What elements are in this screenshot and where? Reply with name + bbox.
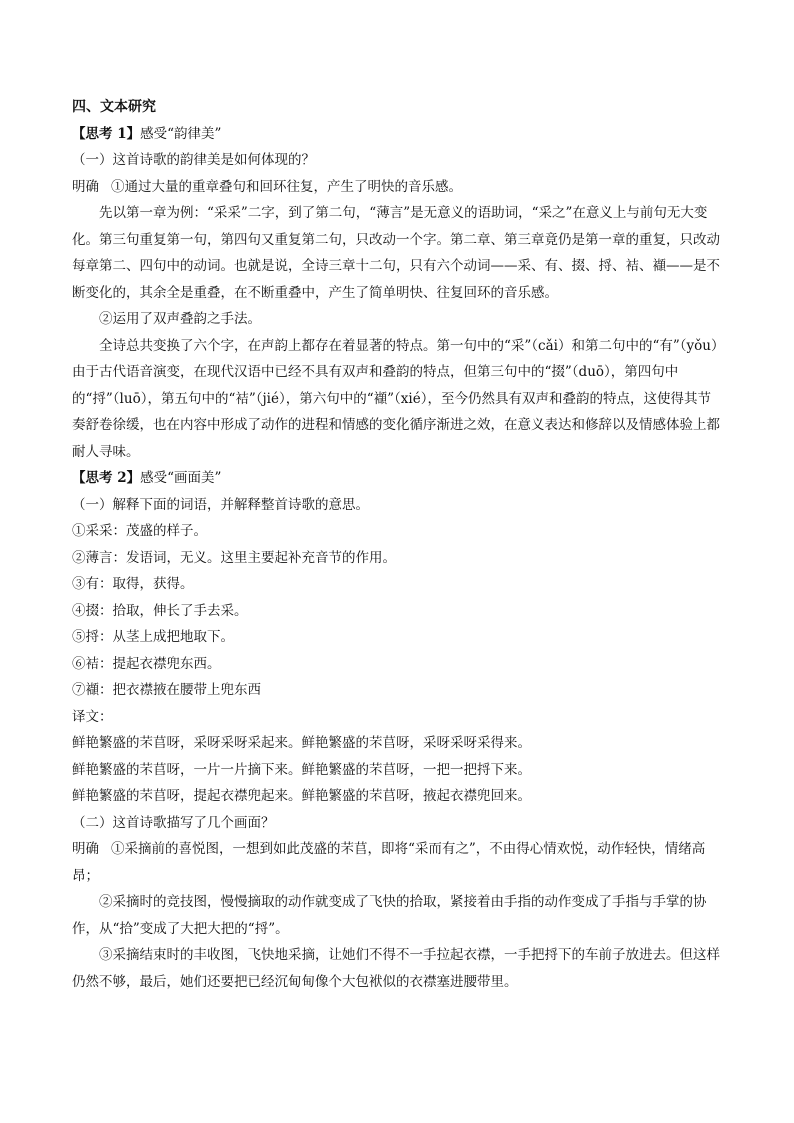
- think1-answer-2: ②运用了双声叠韵之手法。: [99, 311, 261, 327]
- section-title: 四、文本研究: [72, 99, 156, 115]
- think2-question-1: （一）解释下面的词语，并解释整首诗歌的意思。: [72, 496, 369, 513]
- document-body: [72, 94, 722, 995]
- think2-scene-2: ②采摘时的竞技图，慢慢摘取的动作就变成了飞快的拾取，紧接着由手指的动作变成了手指与手掌的协作，从“拾”变成了大把大把的“捋”。: [72, 894, 707, 937]
- think2-scene-3: ③采摘结束时的丰收图，飞快地采摘，让她们不得不一手拉起衣襟，一手把捋下的车前子放进去。但这样仍然不够，最后，她们还要把已经沉甸甸像个大包袱似的衣襟塞进腰带里。: [72, 947, 720, 990]
- translation-line: 鲜艳繁盛的芣苢呀，采呀采呀采起来。鲜艳繁盛的芣苢呀，采呀采呀采得来。: [72, 735, 531, 751]
- think1-heading: [72, 121, 722, 148]
- answer-label: 明确: [72, 178, 99, 195]
- glossary-item: ⑦襭：把衣襟掖在腰带上兜东西: [72, 682, 261, 698]
- glossary-item: ⑥袺：提起衣襟兜东西。: [72, 655, 221, 672]
- glossary-item: ①采采：茂盛的样子。: [72, 523, 207, 539]
- translation-label: 译文：: [72, 708, 113, 725]
- think2-question-2: （二）这首诗歌描写了几个画面？: [72, 814, 275, 831]
- think1-paragraph-2: 全诗总共变换了六个字，在声韵上都存在着显著的特点。第一句中的“采”（cǎi）和第二句中的“有”（yǒu）由于古代语音演变，在现代汉语中已经不具有双声和叠韵的特点，但第三句中的“掇”（duō），第四句中的“捋”（luō），第五句中的“袺”（jié），第六句中的“襭”（xié），至今仍然具有双声和叠韵的特点，这使得其节奏舒卷徐缓，也在内容中形成了动作的进程和情感的变化循序渐进之效，在意义表达和修辞以及情感体验上都耐人寻味。: [72, 337, 720, 460]
- glossary-item: ②薄言：发语词，无义。这里主要起补充音节的作用。: [72, 549, 396, 566]
- think2-title: 感受“画面美”: [140, 470, 222, 486]
- think1-tag: 【思考 1】: [72, 125, 141, 142]
- scene-text-1: ①采摘前的喜悦图，一想到如此茂盛的芣苢，即将“采而有之”，不由得心情欢悦，动作轻快，情绪高昂；: [72, 841, 706, 884]
- translation-line: 鲜艳繁盛的芣苢呀，一片一片摘下来。鲜艳繁盛的芣苢呀，一把一把捋下来。: [72, 761, 531, 778]
- glossary-item: ④掇：拾取，伸长了手去采。: [72, 602, 248, 619]
- answer-label: 明确: [72, 841, 99, 857]
- think1-title: 感受“韵律美”: [140, 125, 222, 142]
- think1-question: （一）这首诗歌的韵律美是如何体现的？: [72, 152, 315, 168]
- think2-heading: [72, 465, 722, 492]
- think2-tag: 【思考 2】: [72, 470, 141, 486]
- answer-point-1: ①通过大量的重章叠句和回环往复，产生了明快的音乐感。: [111, 178, 462, 195]
- translation-line: 鲜艳繁盛的芣苢呀，提起衣襟兜起来。鲜艳繁盛的芣苢呀，掖起衣襟兜回来。: [72, 788, 531, 804]
- glossary-item: ③有：取得，获得。: [72, 576, 194, 592]
- think2-scene-1: [72, 836, 722, 889]
- think1-answer-1: [72, 174, 722, 201]
- glossary-item: ⑤捋：从茎上成把地取下。: [72, 629, 234, 645]
- think1-paragraph-1: 先以第一章为例：“采采”二字，到了第二句，“薄言”是无意义的语助词，“采之”在意义上与前句无大变化。第三句重复第一句，第四句又重复第二句，只改动一个字。第二章、第三章竟仍是第一章的重复，只改动每章第二、四句中的动词。也就是说，全诗三章十二句，只有六个动词——采、有、掇、捋、袺、襭——是不断变化的，其余全是重叠，在不断重叠中，产生了简单明快、往复回环的音乐感。: [72, 205, 720, 301]
